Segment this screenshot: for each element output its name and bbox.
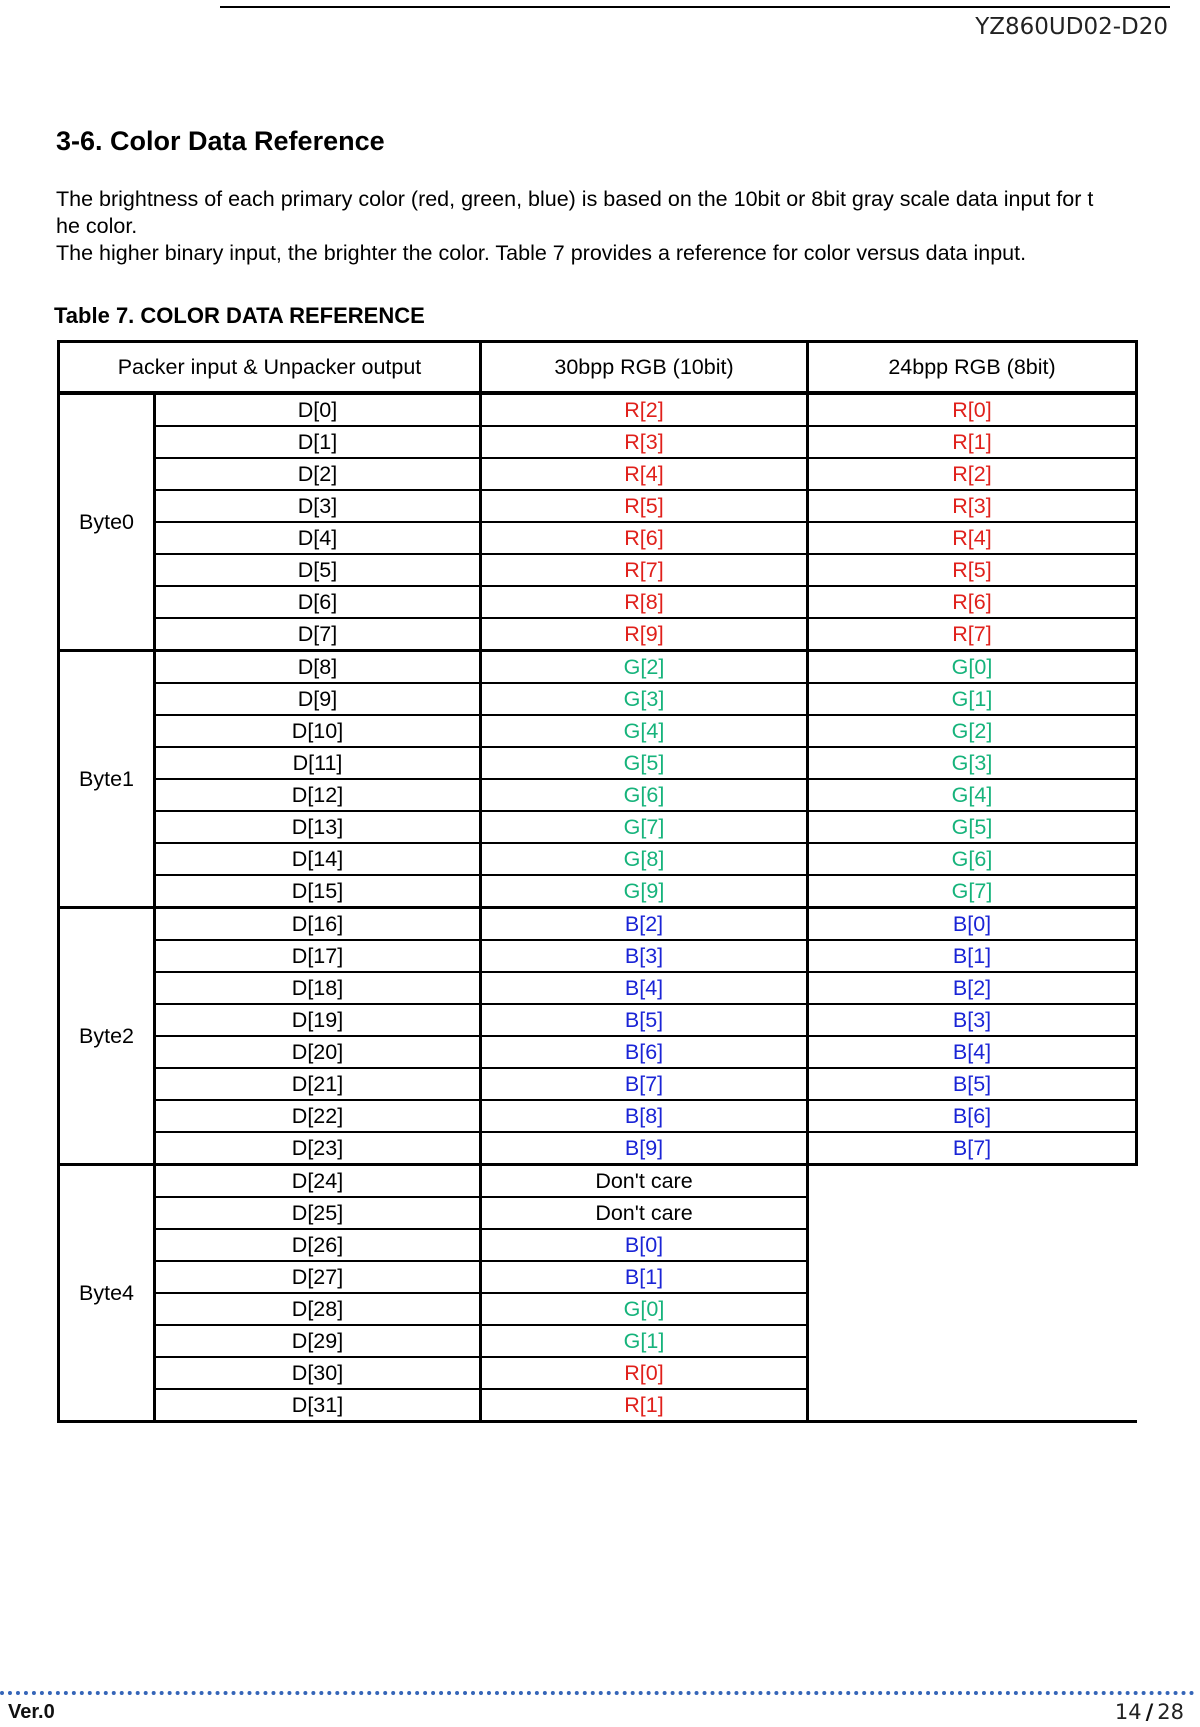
- data-bit-cell: D[29]: [155, 1325, 481, 1357]
- rgb24-cell: G[2]: [808, 715, 1137, 747]
- table-row: [59, 940, 1137, 972]
- intro-paragraph-1-line-1: The brightness of each primary color (red, green, blue) is based on the 10bit or 8bit gray scale data input for t: [56, 187, 1094, 211]
- rgb30-cell: G[5]: [481, 747, 808, 779]
- data-bit-cell: D[14]: [155, 843, 481, 875]
- rgb30-cell: G[6]: [481, 779, 808, 811]
- rgb30-cell: B[6]: [481, 1036, 808, 1068]
- page-number: [1115, 1700, 1184, 1724]
- rgb30-cell: G[8]: [481, 843, 808, 875]
- data-bit-cell: D[20]: [155, 1036, 481, 1068]
- table-row: [59, 586, 1137, 618]
- table-row: [59, 908, 1137, 941]
- rgb24-cell: R[6]: [808, 586, 1137, 618]
- rgb24-cell: G[3]: [808, 747, 1137, 779]
- section-title: 3-6. Color Data Reference: [56, 126, 385, 156]
- rgb24-cell: B[7]: [808, 1132, 1137, 1165]
- table-row: [59, 1004, 1137, 1036]
- table-row: [59, 811, 1137, 843]
- data-bit-cell: D[4]: [155, 522, 481, 554]
- data-bit-cell: D[0]: [155, 393, 481, 426]
- table-row: [59, 522, 1137, 554]
- rgb30-cell: G[0]: [481, 1293, 808, 1325]
- rgb30-cell: B[8]: [481, 1100, 808, 1132]
- rgb24-cell: G[7]: [808, 875, 1137, 908]
- table-row: [59, 747, 1137, 779]
- rgb30-cell: R[0]: [481, 1357, 808, 1389]
- intro-paragraph-2: The higher binary input, the brighter the color. Table 7 provides a reference for color versus data input.: [56, 241, 1027, 265]
- table-caption: Table 7. COLOR DATA REFERENCE: [54, 303, 425, 328]
- rgb30-cell: B[0]: [481, 1229, 808, 1261]
- page-current: 14: [1114, 1700, 1142, 1724]
- rgb24-cell: G[5]: [808, 811, 1137, 843]
- rgb30-cell: R[1]: [481, 1389, 808, 1422]
- data-bit-cell: D[1]: [155, 426, 481, 458]
- data-bit-cell: D[11]: [155, 747, 481, 779]
- table-row: [59, 1229, 1137, 1261]
- rgb24-cell: G[1]: [808, 683, 1137, 715]
- table-row: [59, 618, 1137, 651]
- rgb24-cell: R[7]: [808, 618, 1137, 651]
- table-row: [59, 1357, 1137, 1389]
- data-bit-cell: D[22]: [155, 1100, 481, 1132]
- footer-dotted-rule: [0, 1691, 1195, 1695]
- rgb30-cell: R[8]: [481, 586, 808, 618]
- rgb24-cell: R[3]: [808, 490, 1137, 522]
- data-bit-cell: D[18]: [155, 972, 481, 1004]
- data-bit-cell: D[19]: [155, 1004, 481, 1036]
- data-bit-cell: D[8]: [155, 651, 481, 684]
- rgb24-cell: R[5]: [808, 554, 1137, 586]
- table-row: [59, 393, 1137, 426]
- empty-cell: [808, 1197, 1137, 1229]
- rgb30-cell: R[7]: [481, 554, 808, 586]
- table-row: [59, 683, 1137, 715]
- empty-cell: [808, 1261, 1137, 1293]
- rgb24-cell: G[0]: [808, 651, 1137, 684]
- rgb30-cell: B[5]: [481, 1004, 808, 1036]
- rgb30-cell: G[3]: [481, 683, 808, 715]
- table-row: [59, 1389, 1137, 1422]
- data-bit-cell: D[30]: [155, 1357, 481, 1389]
- data-bit-cell: D[31]: [155, 1389, 481, 1422]
- empty-cell: [808, 1357, 1137, 1389]
- empty-cell: [808, 1229, 1137, 1261]
- data-bit-cell: D[10]: [155, 715, 481, 747]
- table-row: [59, 1132, 1137, 1165]
- empty-cell: [808, 1293, 1137, 1325]
- rgb30-cell: B[3]: [481, 940, 808, 972]
- data-bit-cell: D[5]: [155, 554, 481, 586]
- intro-text: [56, 186, 1166, 267]
- rgb24-cell: B[6]: [808, 1100, 1137, 1132]
- header-24bpp: 24bpp RGB (8bit): [808, 342, 1137, 394]
- table-row: [59, 715, 1137, 747]
- rgb24-cell: B[5]: [808, 1068, 1137, 1100]
- rgb30-cell: G[9]: [481, 875, 808, 908]
- data-bit-cell: D[24]: [155, 1165, 481, 1198]
- rgb30-cell: Don't care: [481, 1197, 808, 1229]
- table-row: [59, 779, 1137, 811]
- intro-paragraph-1-line-2: he color.: [56, 214, 138, 238]
- table-row: [59, 458, 1137, 490]
- rgb30-cell: R[3]: [481, 426, 808, 458]
- rgb24-cell: B[1]: [808, 940, 1137, 972]
- byte-label: Byte4: [59, 1165, 155, 1422]
- header-30bpp: 30bpp RGB (10bit): [481, 342, 808, 394]
- rgb30-cell: G[2]: [481, 651, 808, 684]
- empty-cell: [808, 1325, 1137, 1357]
- empty-cell: [808, 1389, 1137, 1422]
- rgb30-cell: B[7]: [481, 1068, 808, 1100]
- rgb24-cell: R[0]: [808, 393, 1137, 426]
- table-row: [59, 1036, 1137, 1068]
- table-body: [59, 342, 1137, 1422]
- rgb24-cell: G[6]: [808, 843, 1137, 875]
- table-row: [59, 1197, 1137, 1229]
- data-bit-cell: D[7]: [155, 618, 481, 651]
- rgb30-cell: R[6]: [481, 522, 808, 554]
- rgb24-cell: R[4]: [808, 522, 1137, 554]
- color-data-reference-table: [57, 340, 1138, 1423]
- data-bit-cell: D[28]: [155, 1293, 481, 1325]
- page-total: 28: [1157, 1700, 1184, 1724]
- byte-label: Byte1: [59, 651, 155, 908]
- rgb30-cell: B[1]: [481, 1261, 808, 1293]
- data-bit-cell: D[27]: [155, 1261, 481, 1293]
- rgb30-cell: R[2]: [481, 393, 808, 426]
- table-header-row: [59, 342, 1137, 394]
- rgb24-cell: B[0]: [808, 908, 1137, 941]
- data-bit-cell: D[21]: [155, 1068, 481, 1100]
- table-row: [59, 972, 1137, 1004]
- rgb30-cell: R[4]: [481, 458, 808, 490]
- rgb24-cell: R[2]: [808, 458, 1137, 490]
- data-bit-cell: D[6]: [155, 586, 481, 618]
- rgb30-cell: R[5]: [481, 490, 808, 522]
- header-packer: Packer input & Unpacker output: [59, 342, 481, 394]
- data-bit-cell: D[9]: [155, 683, 481, 715]
- table-row: [59, 426, 1137, 458]
- data-bit-cell: D[25]: [155, 1197, 481, 1229]
- data-bit-cell: D[15]: [155, 875, 481, 908]
- data-bit-cell: D[13]: [155, 811, 481, 843]
- rgb30-cell: R[9]: [481, 618, 808, 651]
- data-bit-cell: D[17]: [155, 940, 481, 972]
- table-row: [59, 1325, 1137, 1357]
- rgb30-cell: G[4]: [481, 715, 808, 747]
- data-bit-cell: D[26]: [155, 1229, 481, 1261]
- rgb30-cell: B[4]: [481, 972, 808, 1004]
- rgb30-cell: Don't care: [481, 1165, 808, 1198]
- rgb30-cell: G[1]: [481, 1325, 808, 1357]
- version-label: Ver.0: [8, 1701, 55, 1723]
- byte-label: Byte2: [59, 908, 155, 1165]
- table-row: [59, 1293, 1137, 1325]
- header-rule: [220, 6, 1170, 8]
- rgb24-cell: G[4]: [808, 779, 1137, 811]
- data-bit-cell: D[3]: [155, 490, 481, 522]
- table-row: [59, 490, 1137, 522]
- data-bit-cell: D[2]: [155, 458, 481, 490]
- byte-label: Byte0: [59, 393, 155, 651]
- data-bit-cell: D[23]: [155, 1132, 481, 1165]
- page-separator: /: [1145, 1700, 1154, 1724]
- rgb24-cell: B[2]: [808, 972, 1137, 1004]
- rgb24-cell: B[3]: [808, 1004, 1137, 1036]
- table-row: [59, 875, 1137, 908]
- rgb24-cell: R[1]: [808, 426, 1137, 458]
- table-row: [59, 1068, 1137, 1100]
- data-bit-cell: D[16]: [155, 908, 481, 941]
- table-row: [59, 651, 1137, 684]
- table-row: [59, 1261, 1137, 1293]
- rgb24-cell: B[4]: [808, 1036, 1137, 1068]
- empty-cell: [808, 1165, 1137, 1198]
- data-bit-cell: D[12]: [155, 779, 481, 811]
- document-id: YZ860UD02-D20: [975, 14, 1168, 40]
- rgb30-cell: G[7]: [481, 811, 808, 843]
- rgb30-cell: B[2]: [481, 908, 808, 941]
- table-row: [59, 843, 1137, 875]
- table-row: [59, 554, 1137, 586]
- table-row: [59, 1165, 1137, 1198]
- rgb30-cell: B[9]: [481, 1132, 808, 1165]
- table-row: [59, 1100, 1137, 1132]
